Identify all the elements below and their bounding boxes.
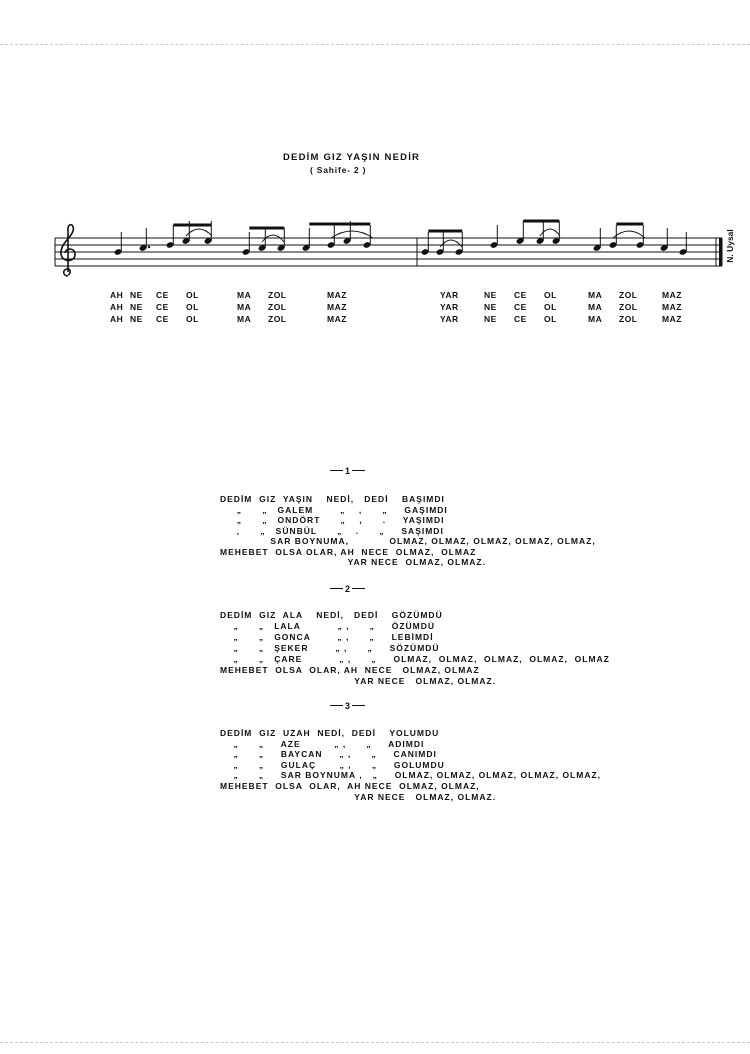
lyric-syllable: ZOL [268,314,287,324]
verse-line: DEDİM GIZ ALA NEDİ, DEDİ GÖZÜMDÜ [220,610,443,620]
lyric-syllable: OL [544,314,557,324]
song-title: DEDİM GIZ YAŞIN NEDİR [283,152,421,163]
transcriber-credit: N. Uysal [725,229,735,263]
lyric-syllable: OL [544,302,557,312]
lyric-syllable: MA [588,314,603,324]
lyric-syllable: AH [110,314,124,324]
lyric-syllable: OL [186,290,199,300]
note-beam [249,227,284,230]
lyric-syllable: OL [186,302,199,312]
lyric-syllable: CE [156,314,169,324]
lyric-syllable: NE [130,314,143,324]
slur [186,229,212,236]
lyric-syllable: ZOL [268,302,287,312]
lyric-syllable: NE [484,290,497,300]
lyric-syllable: MAZ [662,314,682,324]
verse-line: „ „ BAYCAN „ , „ CANIMDI [220,749,437,760]
lyric-syllable: NE [130,290,143,300]
slur [613,231,645,238]
treble-clef-icon [61,225,75,276]
lyric-syllable: MAZ [327,290,347,300]
music-staff [0,0,750,300]
page-bottom-rule [0,1042,750,1043]
lyric-syllable: CE [514,314,527,324]
verse-line: MEHEBET OLSA OLAR, AH NECE OLMAZ, OLMAZ [220,546,477,557]
verse-line: „ „ GULAÇ „ , „ GOLUMDU [220,759,445,770]
verse-number: 1 [328,466,367,476]
verse-line: „ „ ŞEKER „ , „ SÖZÜMDÜ [220,643,440,653]
verse-line: „ „ GONCA „ , „ LEBİMDİ [220,632,434,642]
lyric-syllable: YAR [440,314,459,324]
lyric-syllable: MA [588,302,603,312]
lyric-syllable: AH [110,302,124,312]
note-dot [148,246,150,248]
lyric-syllable: AH [110,290,124,300]
lyric-syllable: CE [156,290,169,300]
lyric-syllable: MAZ [327,314,347,324]
slur [331,231,373,238]
lyric-syllable: MAZ [662,302,682,312]
verse-line: DEDİM GIZ YAŞIN NEDİ, DEDİ BAŞIMDI [220,494,445,504]
lyric-syllable: OL [544,290,557,300]
lyric-syllable: MA [588,290,603,300]
verse-line: „ „ AZE „ , „ ADIMDI [220,738,425,749]
lyric-syllable: ZOL [619,314,638,324]
verse-line: „ „ GALEM „ , „ GAŞIMDI [220,504,448,515]
lyric-syllable: MAZ [662,290,682,300]
lyric-syllable: CE [156,302,169,312]
lyric-syllable: MA [237,290,252,300]
lyric-syllable: OL [186,314,199,324]
lyric-syllable: ZOL [268,290,287,300]
lyric-syllable: MAZ [327,302,347,312]
page-subtitle: ( Sahife- 2 ) [310,165,367,175]
verse-line: SAR BOYNUMA, OLMAZ, OLMAZ, OLMAZ, OLMAZ, OLMAZ, [220,536,596,546]
verse-line: YAR NECE OLMAZ, OLMAZ. [220,676,497,686]
lyric-syllable: NE [484,314,497,324]
verse-line: „ „ ÇARE „ , „ OLMAZ, OLMAZ, OLMAZ, OLMAZ, OLMAZ [220,654,610,664]
lyric-syllable: NE [484,302,497,312]
lyric-syllable: CE [514,302,527,312]
lyric-syllable: YAR [440,290,459,300]
lyric-syllable: MA [237,314,252,324]
note-beam [309,223,370,226]
verse-line: DEDİM GIZ UZAH NEDİ, DEDİ YOLUMDU [220,728,440,738]
staff-lines [55,238,722,266]
verse-line: MEHEBET OLSA OLAR, AH NECE OLMAZ, OLMAZ [220,665,480,675]
verse-line: „ „ ONDÖRT „ , . YAŞIMDI [220,515,445,525]
verse-line: „ „ SAR BOYNUMA , „ OLMAZ, OLMAZ, OLMAZ, OLMAZ, OLMAZ, [220,770,602,781]
verse-line: ‚ „ SÜNBÜL „ . „ SAŞIMDI [220,525,444,536]
verse-number: 3 [328,701,367,711]
verse-line: YAR NECE OLMAZ, OLMAZ. [220,791,497,802]
verse-line: MEHEBET OLSA OLAR, AH NECE OLMAZ, OLMAZ, [220,781,480,791]
verse-line: YAR NECE OLMAZ, OLMAZ. [220,557,486,567]
lyric-syllable: YAR [440,302,459,312]
lyric-syllable: ZOL [619,302,638,312]
lyric-syllable: CE [514,290,527,300]
lyric-syllable: ZOL [619,290,638,300]
verse-number: 2 [328,584,367,594]
note-beam [173,224,211,227]
lyric-syllable: NE [130,302,143,312]
note-beam [616,223,643,226]
verse-line: „ „ LALA „ , „ ÖZÜMDÜ [220,621,436,631]
note-beam [523,220,559,223]
lyric-syllable: MA [237,302,252,312]
final-barline-thick [719,238,723,266]
note-beam [428,230,462,233]
